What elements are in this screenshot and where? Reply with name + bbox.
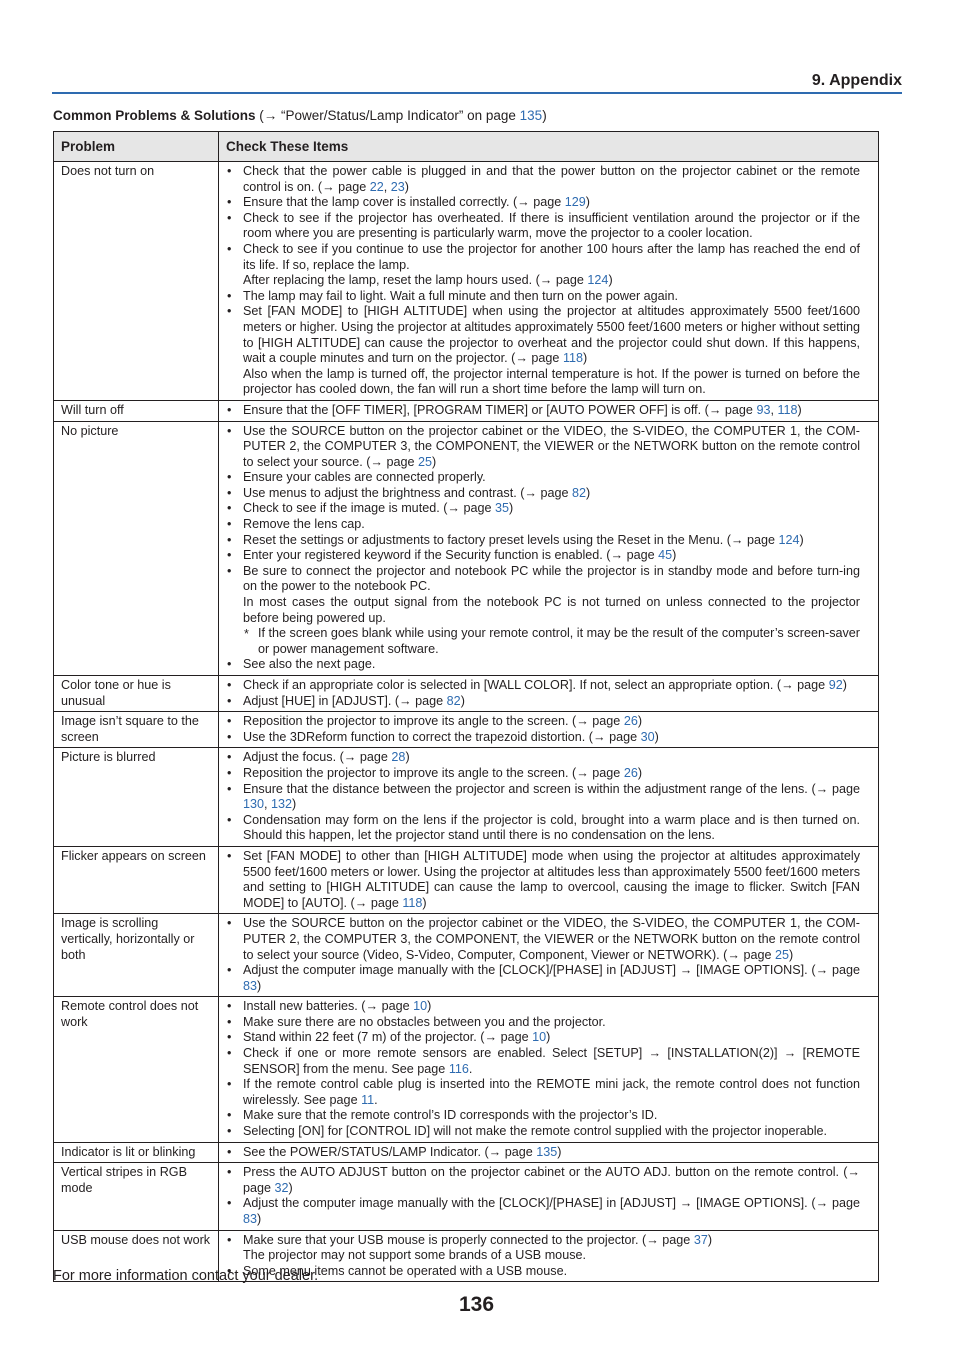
- section-title: 9. Appendix: [811, 72, 902, 89]
- item-text: ): [257, 1212, 262, 1226]
- item-text: ): [788, 947, 794, 962]
- table-row: [54, 400, 879, 421]
- page-link[interactable]: 45: [658, 548, 673, 563]
- footer-note: For more information contact your dealer.: [53, 1268, 319, 1284]
- item-text: Ensure your cables are connected properly.: [243, 470, 486, 485]
- bullet-item: [219, 1015, 860, 1031]
- bullet-item: [219, 694, 860, 710]
- item-text: Set [FAN MODE] to [HIGH ALTITUDE] when using the projector at altitudes approximately 5500 feet/1600 meters or higher. Using the projector at altitudes approximately 5500 feet/1600 meters or higher without setting to [HIGH ALTITUDE] can cause the projector to overheat and the projector could shut down. If this happens, wait a couple minutes and turn on the projector. (→ page: [243, 304, 860, 366]
- bullet-item: [219, 403, 860, 419]
- page-link[interactable]: 82: [446, 693, 461, 708]
- item-text: ): [405, 750, 410, 765]
- table-row: [54, 914, 879, 997]
- item-text: Check if an appropriate color is selected in [WALL COLOR]. If not, select an appropriate option. (→ page: [243, 678, 829, 692]
- item-text: If the remote control cable plug is inserted into the REMOTE mini jack, the remote control does not function wirelessly. See page: [243, 1077, 860, 1107]
- item-text: Install new batteries. (→ page: [243, 999, 414, 1014]
- continuation-text: [219, 273, 860, 289]
- item-text: The projector may not support some brands of a USB mouse.: [243, 1248, 586, 1263]
- bullet-item: [219, 1108, 860, 1124]
- bullet-item: [219, 1145, 860, 1161]
- page-link[interactable]: 35: [495, 501, 510, 516]
- item-text: ): [637, 765, 643, 780]
- page-link[interactable]: 26: [623, 714, 638, 729]
- page-link[interactable]: 25: [774, 947, 789, 962]
- column-header-check-items: Check These Items: [219, 132, 879, 162]
- page-link[interactable]: 129: [564, 195, 586, 210]
- check-items-cell: [219, 997, 879, 1142]
- problem-cell: Remote control does not work: [54, 997, 219, 1142]
- item-text: ): [257, 978, 262, 993]
- problem-cell: No picture: [54, 421, 219, 676]
- item-text: If the screen goes blank while using your remote control, it may be the result of the computer’s screen-saver or power management software.: [258, 626, 860, 656]
- column-header-problem: Problem: [54, 132, 219, 162]
- page-link[interactable]: 92: [828, 678, 843, 692]
- item-text: Ensure that the lamp cover is installed correctly. (→ page: [243, 195, 565, 210]
- bullet-item: [219, 533, 860, 549]
- table-row: [54, 997, 879, 1142]
- page-link[interactable]: 82: [572, 485, 587, 500]
- bullet-item: [219, 782, 860, 813]
- table-row: [54, 1163, 879, 1230]
- item-text: ): [288, 1180, 293, 1195]
- continuation-text: [219, 595, 860, 626]
- check-items-cell: [219, 400, 879, 421]
- page-link[interactable]: 30: [640, 729, 655, 744]
- table-row: [54, 676, 879, 712]
- page-link[interactable]: 22: [369, 179, 384, 194]
- bullet-item: [219, 963, 860, 994]
- item-text: Condensation may form on the lens if the projector is cold, brought into a warm place and is then turned on. Should this happen, let the projector stand until there is no condensation on the lens.: [243, 812, 860, 843]
- item-text: Check to see if the image is muted. (→ page: [243, 501, 495, 516]
- check-items-cell: [219, 712, 879, 748]
- item-text: ): [585, 195, 590, 210]
- item-text: ): [546, 1030, 551, 1045]
- item-text: Reset the settings or adjustments to factory preset levels using the Reset in the Menu. (→ page: [243, 532, 779, 547]
- item-text: Check to see if you continue to use the projector for another 100 hours after the lamp has reached the end of its life. If so, replace the lamp.: [243, 241, 860, 272]
- item-text: ): [432, 454, 437, 469]
- bullet-item: [219, 766, 860, 782]
- item-text: ): [509, 501, 514, 516]
- problem-cell: Image is scrolling vertically, horizontally or both: [54, 914, 219, 997]
- item-text: Adjust the computer image manually with the [CLOCK]/[PHASE] in [ADJUST] → [IMAGE OPTIONS]. (→ page: [243, 963, 860, 978]
- page-link[interactable]: 11: [361, 1092, 375, 1107]
- bullet-item: [219, 164, 860, 195]
- problem-cell: Picture is blurred: [54, 748, 219, 847]
- bullet-item: [219, 1030, 860, 1046]
- problem-cell: Will turn off: [54, 400, 219, 421]
- problem-cell: Indicator is lit or blinking: [54, 1142, 219, 1163]
- item-text: Some menu items cannot be operated with a USB mouse.: [243, 1263, 568, 1278]
- page-link[interactable]: 116: [448, 1061, 469, 1076]
- bullet-item: [219, 916, 860, 963]
- bullet-item: [219, 486, 860, 502]
- page-link[interactable]: 26: [623, 765, 638, 780]
- item-text: ): [654, 729, 659, 744]
- table-row: [54, 748, 879, 847]
- bullet-item: [219, 564, 860, 595]
- item-text: ): [707, 1232, 713, 1247]
- page-link[interactable]: 130: [243, 797, 265, 812]
- item-text: ): [608, 273, 613, 288]
- item-text: ): [583, 351, 588, 366]
- bullet-item: [219, 470, 860, 486]
- item-text: Remove the lens cap.: [243, 517, 365, 532]
- bullet-item: [219, 1196, 860, 1227]
- page-link[interactable]: 93: [756, 402, 771, 417]
- page-link[interactable]: 10: [532, 1030, 547, 1045]
- check-items-cell: [219, 421, 879, 676]
- item-text: Ensure that the [OFF TIMER], [PROGRAM TIMER] or [AUTO POWER OFF] is off. (→ page: [243, 402, 757, 417]
- item-text: ): [797, 402, 802, 417]
- item-text: Ensure that the distance between the projector and screen is within the adjustment range of the lens. (→ page: [243, 781, 860, 796]
- page-link[interactable]: 25: [418, 454, 433, 469]
- bullet-item: [219, 289, 860, 305]
- problem-cell: Image isn’t square to the screen: [54, 712, 219, 748]
- page-link[interactable]: 10: [413, 999, 428, 1014]
- page-link[interactable]: 37: [693, 1232, 708, 1247]
- check-items-cell: [219, 846, 879, 913]
- item-text: ): [842, 678, 847, 692]
- item-text: ): [586, 485, 591, 500]
- item-text: After replacing the lamp, reset the lamp hours used. (→ page: [243, 273, 588, 288]
- bullet-item: [219, 1046, 860, 1077]
- item-text: Use the SOURCE button on the projector cabinet or the VIDEO, the S-VIDEO, the COMPUTER 1, the COM-PUTER 2, the COMPUTER 3, the COMPONENT, the VIEWER or the NETWORK button on the remote control to select your source. (→ page: [243, 423, 860, 469]
- page-link[interactable]: 135: [536, 1144, 558, 1159]
- item-text: Make sure there are no obstacles between you and the projector.: [243, 1014, 606, 1029]
- check-items-cell: [219, 676, 879, 712]
- page-link[interactable]: 124: [778, 532, 800, 547]
- item-text: ): [557, 1144, 562, 1159]
- item-text: Reposition the projector to improve its angle to the screen. (→ page: [243, 765, 624, 780]
- bullet-item: [219, 813, 860, 844]
- bullet-item: [219, 195, 860, 211]
- page-link[interactable]: 32: [274, 1180, 289, 1195]
- item-text: Make sure that your USB mouse is properly connected to the projector. (→ page: [243, 1232, 694, 1247]
- bullet-item: [219, 678, 860, 694]
- problem-cell: USB mouse does not work: [54, 1230, 219, 1282]
- caption-page-link[interactable]: 135: [519, 108, 543, 123]
- bullet-item: [219, 849, 860, 911]
- bullet-item: [219, 1165, 860, 1196]
- page-link[interactable]: 124: [587, 273, 609, 288]
- continuation-text: [219, 367, 860, 398]
- bullet-item: [219, 1077, 860, 1108]
- item-text: See the POWER/STATUS/LAMP Indicator. (→ page: [243, 1144, 537, 1159]
- bullet-item: [219, 750, 860, 766]
- item-text: Check if one or more remote sensors are enabled. Select [SETUP] → [INSTALLATION(2)] → [REMOTE SENSOR] from the menu. See page: [243, 1046, 860, 1076]
- item-text: Adjust the focus. (→ page: [243, 750, 392, 765]
- item-text: .: [374, 1092, 378, 1107]
- table-row: [54, 846, 879, 913]
- bullet-item: [219, 1124, 860, 1140]
- item-text: In most cases the output signal from the notebook PC is not turned on unless connected to the projector before being powered up.: [243, 595, 860, 625]
- item-text: Use the SOURCE button on the projector cabinet or the VIDEO, the S-VIDEO, the COMPUTER 1, the COM-PUTER 2, the COMPUTER 3, the COMPONENT, the VIEWER or the NETWORK button on the remote control to select your source (Video, S-Video, Computer, Component, Viewer or NETWORK). (→ page: [243, 916, 860, 962]
- item-text: Use menus to adjust the brightness and contrast. (→ page: [243, 485, 573, 500]
- bullet-item: [219, 730, 860, 746]
- bullet-item: [219, 517, 860, 533]
- check-items-cell: [219, 1163, 879, 1230]
- bullet-item: [219, 999, 860, 1015]
- page-link[interactable]: 83: [243, 1212, 258, 1226]
- page-number: 136: [459, 1293, 495, 1316]
- page-link[interactable]: 23: [390, 179, 405, 194]
- problem-cell: Flicker appears on screen: [54, 846, 219, 913]
- bullet-item: [219, 304, 860, 366]
- item-text: The lamp may fail to light. Wait a full minute and then turn on the power again.: [243, 288, 678, 303]
- bullet-item: [219, 548, 860, 564]
- item-text: ): [404, 179, 409, 194]
- note-item: [219, 626, 860, 657]
- item-text: ,: [264, 797, 272, 812]
- caption-reference: (→ “Power/Status/Lamp Indicator” on page: [255, 108, 520, 123]
- table-row: [54, 421, 879, 676]
- page-link[interactable]: 28: [391, 750, 406, 765]
- table-body: [54, 162, 879, 1282]
- item-text: Also when the lamp is turned off, the projector internal temperature is hot. If the power is turned on before the projector has cooled down, the fan will run a short time before the lamp will turn on.: [243, 366, 860, 397]
- item-text: ): [292, 797, 297, 812]
- bullet-item: [219, 424, 860, 471]
- check-items-cell: [219, 914, 879, 997]
- bullet-item: [219, 657, 860, 673]
- page-link[interactable]: 118: [402, 895, 423, 910]
- bullet-item: [219, 501, 860, 517]
- item-text: Stand within 22 feet (7 m) of the projector. (→ page: [243, 1030, 533, 1045]
- table-row: [54, 1142, 879, 1163]
- continuation-text: [219, 1248, 860, 1264]
- table-row: [54, 712, 879, 748]
- item-text: Selecting [ON] for [CONTROL ID] will not make the remote control supplied with the projector inoperable.: [243, 1124, 827, 1139]
- item-text: Enter your registered keyword if the Security function is enabled. (→ page: [243, 548, 659, 563]
- item-text: Check to see if the projector has overheated. If there is insufficient ventilation around the projector or if the room where you are presenting is particularly warm, move the projector to a cooler location.: [243, 210, 860, 241]
- item-text: ): [427, 999, 432, 1014]
- item-text: ): [422, 895, 427, 910]
- item-text: ): [799, 532, 804, 547]
- table-row: [54, 162, 879, 401]
- problem-cell: Color tone or hue is unusual: [54, 676, 219, 712]
- item-text: Reposition the projector to improve its angle to the screen. (→ page: [243, 714, 624, 729]
- check-items-cell: [219, 1142, 879, 1163]
- item-text: ): [672, 548, 677, 563]
- item-text: Press the AUTO ADJUST button on the projector cabinet or the AUTO ADJ. button on the remote control. (→ page: [243, 1165, 860, 1195]
- page-link[interactable]: 132: [271, 797, 293, 812]
- item-text: Adjust [HUE] in [ADJUST]. (→ page: [243, 693, 447, 708]
- bullet-item: [219, 211, 860, 242]
- item-text: Be sure to connect the projector and notebook PC while the projector is in standby mode and before turn-ing on the power to the notebook PC.: [243, 563, 860, 594]
- item-text: ,: [770, 402, 778, 417]
- bullet-item: [219, 714, 860, 730]
- check-items-cell: [219, 162, 879, 401]
- problem-cell: Does not turn on: [54, 162, 219, 401]
- page-link[interactable]: 83: [243, 978, 258, 993]
- troubleshooting-table: [53, 131, 879, 1282]
- bullet-item: [219, 242, 860, 273]
- table-header-row: [54, 132, 879, 162]
- caption-close: ): [542, 108, 547, 123]
- check-items-cell: [219, 748, 879, 847]
- item-text: Check that the power cable is plugged in and that the power button on the projector cabinet or the remote control is on. (→ page: [243, 164, 860, 194]
- item-text: Adjust the computer image manually with the [CLOCK]/[PHASE] in [ADJUST] → [IMAGE OPTIONS]. (→ page: [243, 1196, 860, 1211]
- page-link[interactable]: 118: [562, 351, 584, 366]
- bullet-item: [219, 1233, 860, 1249]
- page-header: [52, 72, 902, 94]
- page-link[interactable]: 118: [777, 402, 798, 417]
- item-text: .: [468, 1061, 473, 1076]
- item-text: Make sure that the remote control’s ID corresponds with the projector’s ID.: [243, 1108, 658, 1123]
- problem-cell: Vertical stripes in RGB mode: [54, 1163, 219, 1230]
- item-text: ): [637, 714, 643, 729]
- item-text: See also the next page.: [243, 657, 376, 672]
- caption-heading: Common Problems & Solutions: [53, 108, 256, 123]
- item-text: Set [FAN MODE] to other than [HIGH ALTITUDE] mode when using the projector at altitudes approximately 5500 feet/1600 meters or lower. Using the projector at altitudes less than approximately 5500 feet/1600 meters and setting to [HIGH ALTITUDE] can cause the lamp to overcool, causing the image to flicker. Switch [FAN MODE] to [AUTO]. (→ page: [243, 848, 860, 910]
- item-text: Use the 3DReform function to correct the trapezoid distortion. (→ page: [243, 729, 641, 744]
- item-text: ): [460, 693, 465, 708]
- item-text: ,: [383, 179, 391, 194]
- table-caption: [53, 108, 547, 123]
